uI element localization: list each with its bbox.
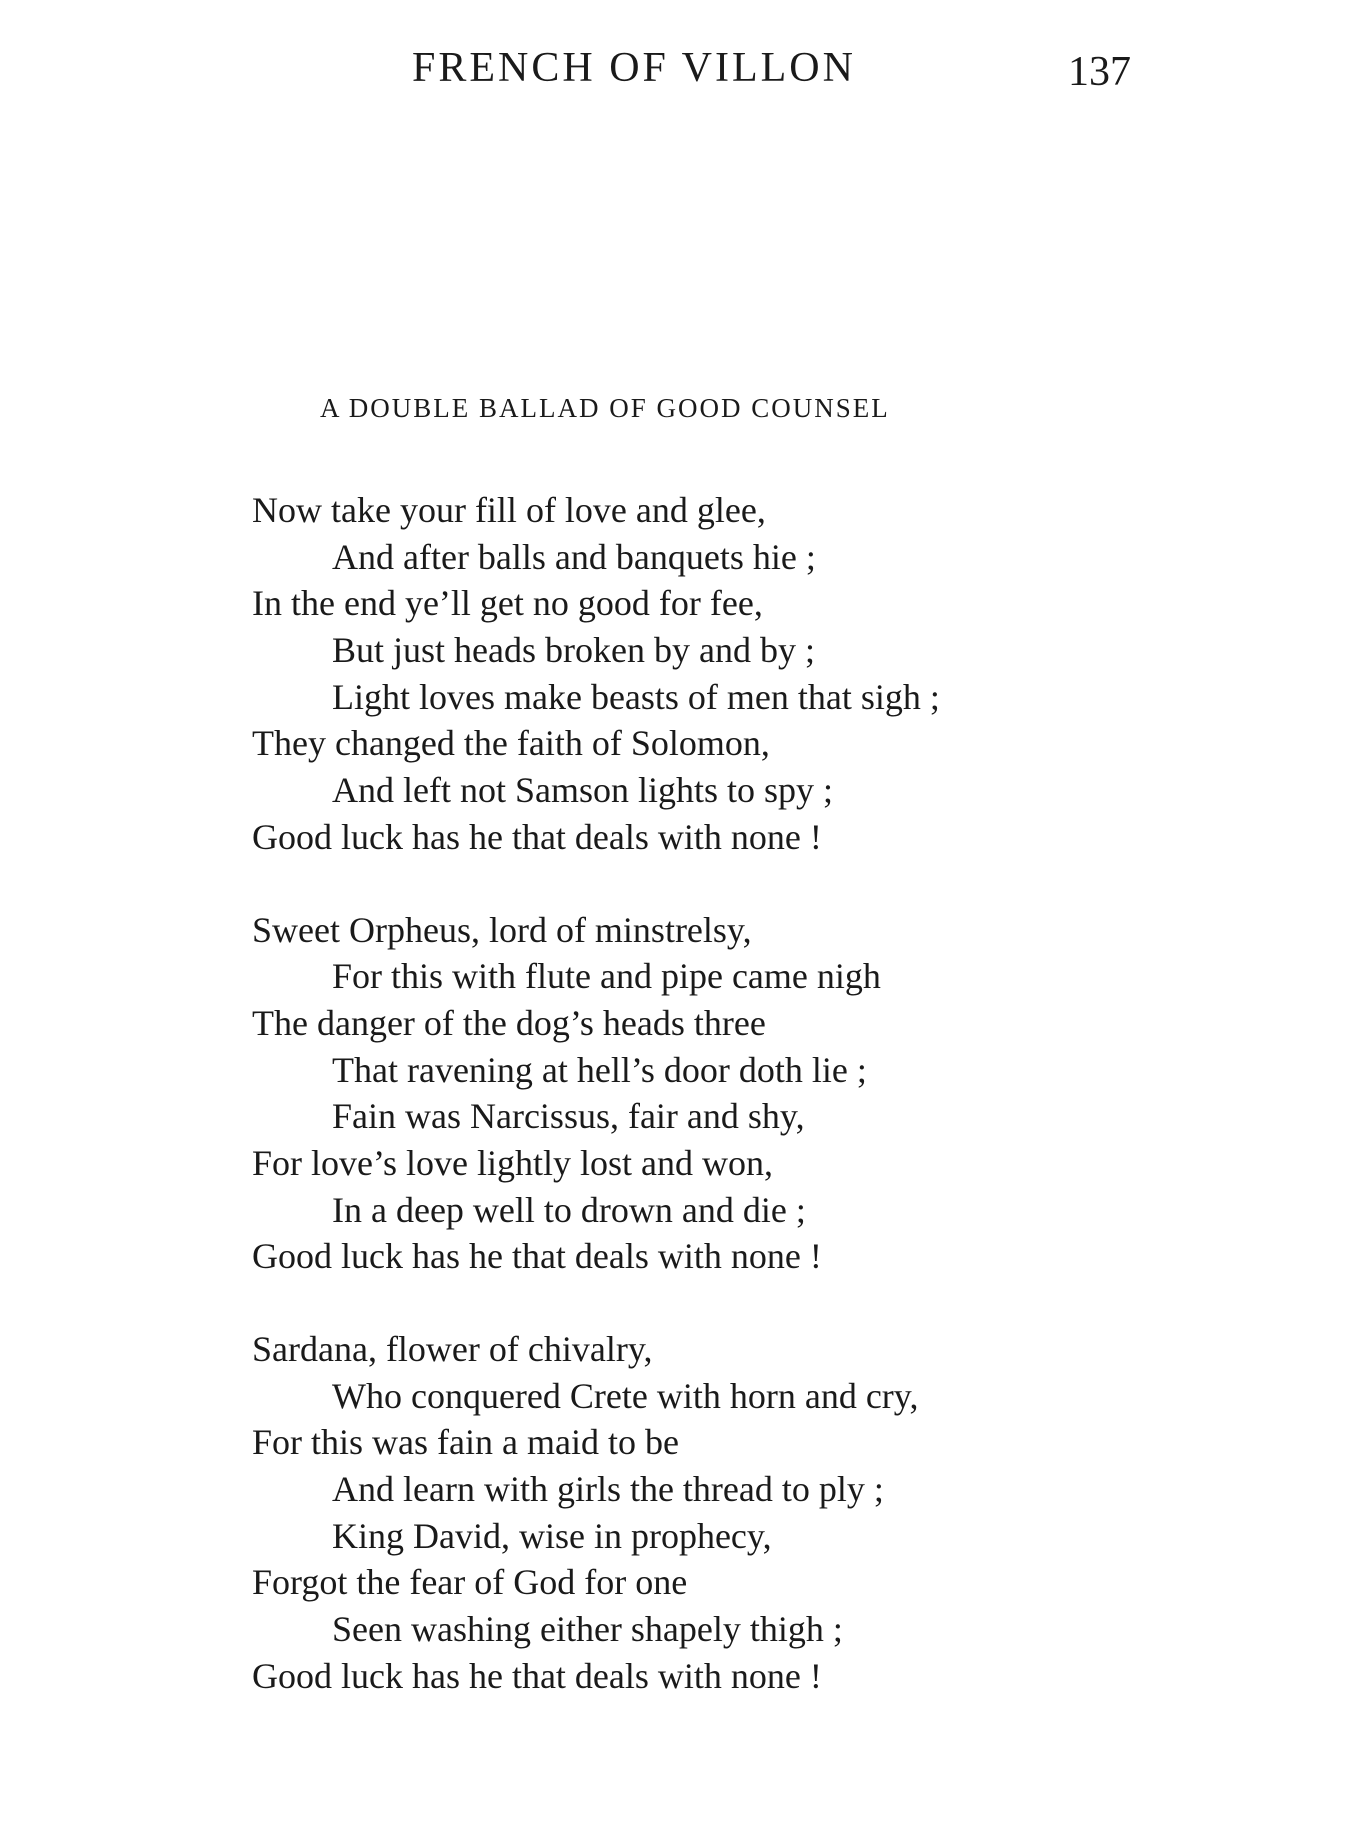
verse-line: But just heads broken by and by ; bbox=[332, 630, 815, 671]
verse-line: And left not Samson lights to spy ; bbox=[332, 770, 834, 811]
verse-line: They changed the faith of Solomon, bbox=[252, 723, 770, 764]
running-head bbox=[0, 38, 1367, 98]
refrain-line: Good luck has he that deals with none ! bbox=[252, 1236, 822, 1277]
stanza-3 bbox=[252, 1326, 1302, 1700]
poem-title: A DOUBLE BALLAD OF GOOD COUNSEL bbox=[320, 393, 890, 423]
running-title: FRENCH OF VILLON bbox=[412, 45, 856, 91]
verse-line: Light loves make beasts of men that sigh ; bbox=[332, 676, 940, 717]
verse-line: And after balls and banquets hie ; bbox=[332, 536, 816, 577]
verse-line: Who conquered Crete with horn and cry, bbox=[332, 1375, 919, 1416]
refrain-line: Good luck has he that deals with none ! bbox=[252, 1655, 822, 1696]
verse-line: Seen washing either shapely thigh ; bbox=[332, 1609, 843, 1650]
verse-line: That ravening at hell’s door doth lie ; bbox=[332, 1049, 867, 1090]
verse-line: For love’s love lightly lost and won, bbox=[252, 1142, 773, 1183]
verse-line: And learn with girls the thread to ply ; bbox=[332, 1469, 884, 1510]
verse-line: Sardana, flower of chivalry, bbox=[252, 1329, 653, 1369]
verse-line: Sweet Orpheus, lord of minstrelsy, bbox=[252, 909, 752, 950]
verse-line: The danger of the dog’s heads three bbox=[252, 1002, 766, 1043]
verse-line: Fain was Narcissus, fair and shy, bbox=[332, 1096, 805, 1137]
verse-line: For this was fain a maid to be bbox=[252, 1422, 679, 1463]
refrain-line: Good luck has he that deals with none ! bbox=[252, 816, 822, 857]
stanza-2 bbox=[252, 907, 1302, 1281]
verse-line: Now take your fill of love and glee, bbox=[252, 490, 766, 530]
verse-line: In the end ye’ll get no good for fee, bbox=[252, 583, 763, 624]
verse-line: For this with flute and pipe came nigh bbox=[332, 956, 881, 997]
page-number: 137 bbox=[1068, 49, 1131, 95]
poem-body bbox=[252, 487, 1302, 1746]
verse-line: King David, wise in prophecy, bbox=[332, 1515, 772, 1556]
stanza-1 bbox=[252, 487, 1302, 861]
verse-line: In a deep well to drown and die ; bbox=[332, 1189, 806, 1230]
verse-line: Forgot the fear of God for one bbox=[252, 1562, 688, 1603]
